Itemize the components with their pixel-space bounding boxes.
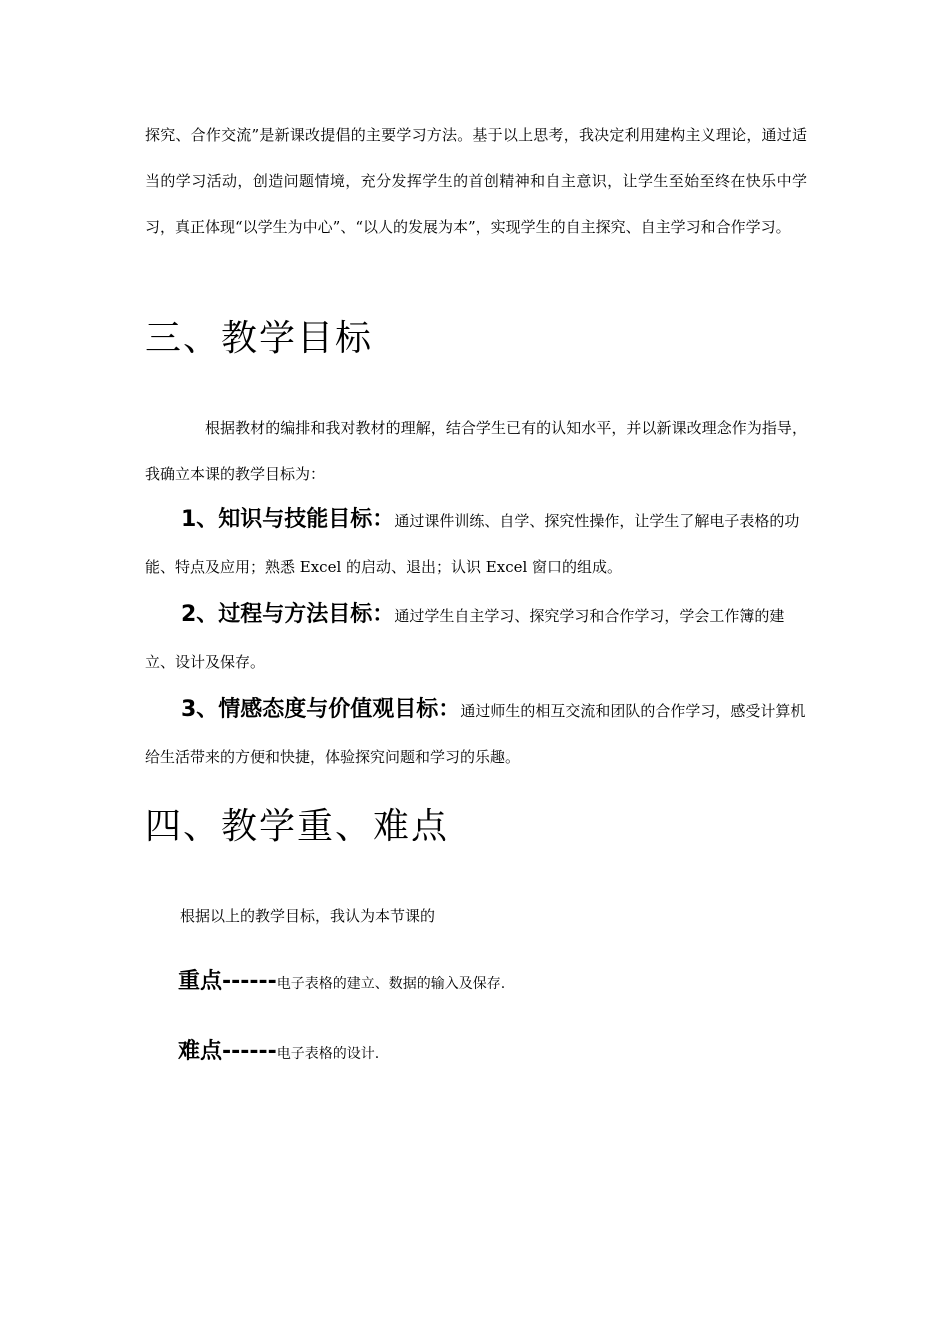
- difficult-point-text: 电子表格的设计.: [276, 1046, 380, 1062]
- intro-paragraph: 探究、合作交流”是新课改提倡的主要学习方法。基于以上思考，我决定利用建构主义理论，通过适当的学习活动，创造问题情境，充分发挥学生的首创精神和自主意识，让学生至始至终在快乐中学习，真正体现“以学生为中心”、“以人的发展为本”，实现学生的自主探究、自主学习和合作学习。: [145, 126, 807, 236]
- section-3-heading: 三、教学目标: [145, 318, 374, 359]
- section-3-intro: 根据教材的编排和我对教材的理解，结合学生已有的认知水平，并以新课改理念作为指导，我确立本课的教学目标为：: [145, 419, 807, 483]
- goal-emotion-values: [145, 687, 807, 780]
- goal-text: 通过师生的相互交流和团队的合作学习，感受计算机给生活带来的方便和快捷，体验探究问题和学习的乐趣。: [145, 702, 806, 766]
- goal-text: 通过课件训练、自学、探究性操作，让学生了解电子表格的功能、特点及应用；熟悉 Excel 的启动、退出；认识 Excel 窗口的组成。: [145, 512, 800, 576]
- goal-text: 通过学生自主学习、探究学习和合作学习，学会工作簿的建立、设计及保存。: [145, 607, 785, 671]
- goal-label: 3、情感态度与价值观目标：: [181, 697, 461, 722]
- key-point: [178, 964, 505, 995]
- goal-label: 1、知识与技能目标：: [181, 507, 395, 532]
- section-4-heading: 四、教学重、难点: [145, 806, 450, 847]
- key-point-text: 电子表格的建立、数据的输入及保存.: [276, 976, 506, 992]
- key-point-label: 重点------: [178, 969, 277, 994]
- difficult-point: [178, 1034, 379, 1065]
- goal-process-method: [145, 592, 807, 685]
- goal-knowledge-skills: [145, 497, 807, 590]
- section-4-intro: 根据以上的教学目标，我认为本节课的: [180, 907, 436, 925]
- difficult-point-label: 难点------: [178, 1039, 277, 1064]
- goal-label: 2、过程与方法目标：: [181, 602, 395, 627]
